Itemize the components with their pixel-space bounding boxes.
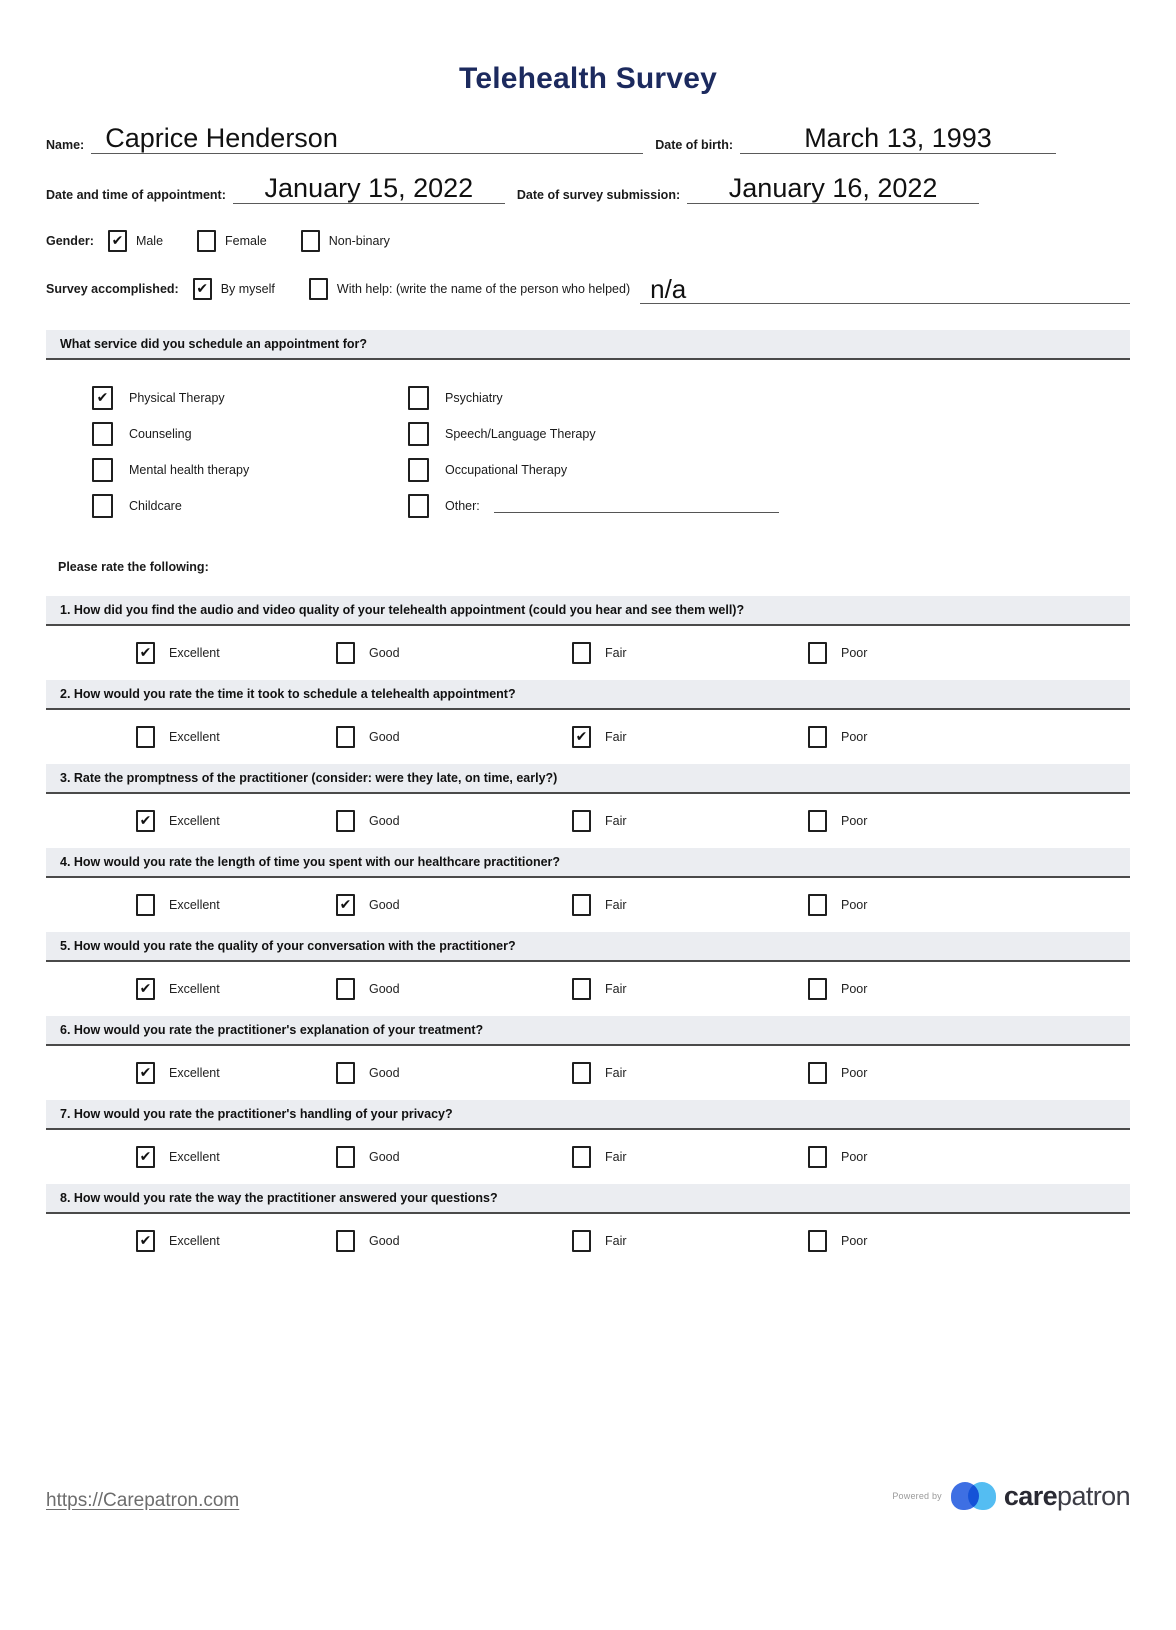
service-options-grid <box>46 360 1130 530</box>
ratings-list <box>46 596 1130 1268</box>
rating-option-fair[interactable] <box>572 1230 808 1252</box>
name-field[interactable] <box>91 124 643 154</box>
rating-option-good[interactable] <box>336 1146 572 1168</box>
dob-value: March 13, 1993 <box>804 123 992 153</box>
rating-option-excellent[interactable] <box>46 894 336 916</box>
checkbox-excellent[interactable] <box>136 1146 155 1168</box>
checkbox-poor[interactable] <box>808 978 827 1000</box>
rating-option-label: Excellent <box>169 1234 220 1248</box>
check-icon: ✔ <box>339 896 352 913</box>
service-label: Occupational Therapy <box>445 463 568 477</box>
checkbox-excellent[interactable] <box>136 978 155 1000</box>
accomplished-with-help-label: With help: (write the name of the person who helped) <box>336 282 631 296</box>
rating-options-row <box>46 962 1130 1016</box>
helper-name-field[interactable] <box>640 274 1130 304</box>
gender-option-female[interactable] <box>197 230 267 252</box>
rating-option-fair[interactable] <box>572 1062 808 1084</box>
carepatron-logo-icon <box>951 1480 997 1512</box>
service-item-mental-health-therapy[interactable] <box>92 452 408 488</box>
checkbox-male[interactable] <box>108 230 127 252</box>
rating-option-label: Excellent <box>169 1150 220 1164</box>
submission-value: January 16, 2022 <box>728 173 938 203</box>
rating-question-group <box>46 1016 1130 1100</box>
checkbox-fair[interactable] <box>572 810 591 832</box>
checkbox-excellent[interactable] <box>136 642 155 664</box>
service-section-heading: What service did you schedule an appointment for? <box>46 330 1130 360</box>
rating-question-heading: 7. How would you rate the practitioner's handling of your privacy? <box>46 1100 1130 1130</box>
rating-question-heading: 3. Rate the promptness of the practitioner (consider: were they late, on time, early?) <box>46 764 1130 794</box>
checkbox-fair[interactable] <box>572 1062 591 1084</box>
rating-option-poor[interactable] <box>808 642 1044 664</box>
brand-light: patron <box>1057 1480 1130 1511</box>
check-icon: ✔ <box>139 812 152 829</box>
checkbox-poor[interactable] <box>808 1146 827 1168</box>
rating-option-excellent[interactable] <box>46 1230 336 1252</box>
rating-option-label: Fair <box>605 646 627 660</box>
rating-option-label: Fair <box>605 1066 627 1080</box>
rating-option-label: Excellent <box>169 898 220 912</box>
accomplished-row <box>46 274 1130 304</box>
rating-option-label: Good <box>369 1150 400 1164</box>
identity-section <box>46 124 1130 204</box>
carepatron-branding <box>892 1480 1130 1512</box>
rating-options-row <box>46 878 1130 932</box>
gender-option-nonbinary[interactable] <box>301 230 390 252</box>
rating-option-poor[interactable] <box>808 894 1044 916</box>
helper-name-value: n/a <box>650 274 687 304</box>
rating-option-label: Fair <box>605 814 627 828</box>
rating-option-label: Fair <box>605 982 627 996</box>
rating-option-good[interactable] <box>336 1230 572 1252</box>
rating-option-good[interactable] <box>336 894 572 916</box>
checkbox-fair[interactable] <box>572 726 591 748</box>
footer <box>46 1480 1130 1512</box>
rating-options-row <box>46 1046 1130 1100</box>
checkbox-poor[interactable] <box>808 1230 827 1252</box>
carepatron-url-link[interactable]: https://Carepatron.com <box>46 1490 240 1511</box>
rating-question-heading: 1. How did you find the audio and video quality of your telehealth appointment (could you hear and see them well)? <box>46 596 1130 626</box>
rating-option-excellent[interactable] <box>46 810 336 832</box>
check-icon: ✔ <box>111 232 124 249</box>
appointment-submission-row <box>46 174 1130 204</box>
service-label: Psychiatry <box>445 391 503 405</box>
rating-question-group <box>46 596 1130 680</box>
rating-question-heading: 8. How would you rate the way the practitioner answered your questions? <box>46 1184 1130 1214</box>
rating-option-label: Excellent <box>169 646 220 660</box>
service-item-counseling[interactable] <box>92 416 408 452</box>
rating-option-good[interactable] <box>336 978 572 1000</box>
service-label: Counseling <box>129 427 192 441</box>
gender-male-label: Male <box>135 234 164 248</box>
gender-female-label: Female <box>225 234 267 248</box>
accomplished-by-myself-label: By myself <box>220 282 275 296</box>
rating-option-label: Fair <box>605 898 627 912</box>
check-icon: ✔ <box>139 1148 152 1165</box>
submission-label: Date of survey submission: <box>516 188 681 202</box>
rating-option-excellent[interactable] <box>46 1062 336 1084</box>
rating-option-label: Poor <box>841 1234 868 1248</box>
submission-field[interactable] <box>687 174 979 204</box>
check-icon: ✔ <box>139 1064 152 1081</box>
service-item-childcare[interactable] <box>92 488 408 524</box>
checkbox-excellent[interactable] <box>136 810 155 832</box>
checkbox-excellent[interactable] <box>136 1230 155 1252</box>
checkbox-good[interactable] <box>336 978 355 1000</box>
checkbox-counseling[interactable] <box>92 422 113 446</box>
check-icon: ✔ <box>196 280 209 297</box>
rating-option-label: Fair <box>605 1150 627 1164</box>
rating-option-fair[interactable] <box>572 810 808 832</box>
rating-option-label: Good <box>369 730 400 744</box>
brand-bold: care <box>1003 1480 1058 1511</box>
checkbox-good[interactable] <box>336 1146 355 1168</box>
gender-label: Gender: <box>46 234 94 248</box>
rating-option-fair[interactable] <box>572 978 808 1000</box>
accomplished-label: Survey accomplished: <box>46 282 179 296</box>
checkbox-poor[interactable] <box>808 726 827 748</box>
rating-option-fair[interactable] <box>572 726 808 748</box>
rating-option-poor[interactable] <box>808 810 1044 832</box>
other-service-input[interactable] <box>494 499 779 513</box>
rating-option-label: Excellent <box>169 814 220 828</box>
service-label: Mental health therapy <box>129 463 250 477</box>
service-column-right <box>408 380 1130 524</box>
rating-question-heading: 6. How would you rate the practitioner's explanation of your treatment? <box>46 1016 1130 1046</box>
rating-option-label: Poor <box>841 898 868 912</box>
rating-question-group <box>46 848 1130 932</box>
powered-by-label: Powered by <box>892 1491 942 1501</box>
rating-option-label: Excellent <box>169 1066 220 1080</box>
dob-label: Date of birth: <box>655 138 733 152</box>
gender-nonbinary-label: Non-binary <box>328 234 390 248</box>
checkbox-occupational-therapy[interactable] <box>408 458 429 482</box>
rating-option-label: Good <box>369 814 400 828</box>
rating-option-good[interactable] <box>336 810 572 832</box>
rating-options-row <box>46 626 1130 680</box>
rating-option-poor[interactable] <box>808 1062 1044 1084</box>
checkbox-childcare[interactable] <box>92 494 113 518</box>
rating-option-label: Fair <box>605 730 627 744</box>
checkbox-female[interactable] <box>197 230 216 252</box>
accomplished-option-by-myself[interactable] <box>193 278 275 300</box>
rating-option-label: Poor <box>841 814 868 828</box>
rating-option-poor[interactable] <box>808 726 1044 748</box>
rating-question-heading: 5. How would you rate the quality of your conversation with the practitioner? <box>46 932 1130 962</box>
checkbox-mental-health-therapy[interactable] <box>92 458 113 482</box>
accomplished-option-with-help[interactable] <box>309 278 630 300</box>
service-item-psychiatry[interactable] <box>408 380 1130 416</box>
service-label: Childcare <box>129 499 182 513</box>
service-label: Speech/Language Therapy <box>445 427 596 441</box>
service-item-speech-language-therapy[interactable] <box>408 416 1130 452</box>
checkbox-fair[interactable] <box>572 642 591 664</box>
rating-question-group <box>46 932 1130 1016</box>
name-value: Caprice Henderson <box>105 123 338 153</box>
rating-option-excellent[interactable] <box>46 1146 336 1168</box>
check-icon: ✔ <box>139 980 152 997</box>
check-icon: ✔ <box>96 389 109 406</box>
service-column-left <box>92 380 408 524</box>
rating-option-fair[interactable] <box>572 642 808 664</box>
checkbox-good[interactable] <box>336 810 355 832</box>
checkbox-fair[interactable] <box>572 1146 591 1168</box>
checkbox-with-help[interactable] <box>309 278 328 300</box>
checkbox-psychiatry[interactable] <box>408 386 429 410</box>
rating-options-row <box>46 1214 1130 1268</box>
checkbox-other[interactable] <box>408 494 429 518</box>
service-label: Physical Therapy <box>129 391 225 405</box>
service-label: Other: <box>445 499 480 513</box>
rating-option-label: Good <box>369 1234 400 1248</box>
appointment-value: January 15, 2022 <box>264 173 474 203</box>
rating-option-label: Good <box>369 898 400 912</box>
checkbox-poor[interactable] <box>808 1062 827 1084</box>
checkbox-fair[interactable] <box>572 1230 591 1252</box>
rating-option-label: Poor <box>841 982 868 996</box>
rating-option-label: Poor <box>841 1066 868 1080</box>
checkbox-fair[interactable] <box>572 894 591 916</box>
rating-option-excellent[interactable] <box>46 642 336 664</box>
gender-row <box>46 230 1130 252</box>
checkbox-good[interactable] <box>336 726 355 748</box>
checkbox-poor[interactable] <box>808 810 827 832</box>
checkbox-fair[interactable] <box>572 978 591 1000</box>
rating-option-label: Excellent <box>169 730 220 744</box>
rating-question-group <box>46 1184 1130 1268</box>
rating-option-excellent[interactable] <box>46 978 336 1000</box>
rating-option-label: Excellent <box>169 982 220 996</box>
check-icon: ✔ <box>139 644 152 661</box>
rating-options-row <box>46 794 1130 848</box>
rating-option-label: Poor <box>841 730 868 744</box>
rating-question-group <box>46 680 1130 764</box>
rating-option-label: Good <box>369 982 400 996</box>
name-label: Name: <box>46 138 85 152</box>
checkbox-good[interactable] <box>336 894 355 916</box>
rating-options-row <box>46 710 1130 764</box>
rating-option-good[interactable] <box>336 726 572 748</box>
checkbox-good[interactable] <box>336 642 355 664</box>
checkbox-good[interactable] <box>336 1230 355 1252</box>
rating-option-fair[interactable] <box>572 894 808 916</box>
check-icon: ✔ <box>139 1232 152 1249</box>
logo-lobe-right <box>968 1482 996 1510</box>
gender-option-male[interactable] <box>108 230 163 252</box>
service-item-physical-therapy[interactable] <box>92 380 408 416</box>
name-dob-row <box>46 124 1130 154</box>
checkbox-by-myself[interactable] <box>193 278 212 300</box>
checkbox-nonbinary[interactable] <box>301 230 320 252</box>
rating-option-label: Good <box>369 1066 400 1080</box>
rating-option-good[interactable] <box>336 642 572 664</box>
check-icon: ✔ <box>575 728 588 745</box>
checkbox-physical-therapy[interactable] <box>92 386 113 410</box>
rating-option-label: Good <box>369 646 400 660</box>
rating-question-heading: 4. How would you rate the length of time you spent with our healthcare practitioner? <box>46 848 1130 878</box>
rating-option-label: Poor <box>841 1150 868 1164</box>
rating-option-poor[interactable] <box>808 978 1044 1000</box>
checkbox-poor[interactable] <box>808 642 827 664</box>
rating-option-excellent[interactable] <box>46 726 336 748</box>
service-item-other[interactable] <box>408 488 1130 524</box>
service-item-occupational-therapy[interactable] <box>408 452 1130 488</box>
rating-option-good[interactable] <box>336 1062 572 1084</box>
rating-option-poor[interactable] <box>808 1230 1044 1252</box>
ratings-intro: Please rate the following: <box>58 560 209 574</box>
rating-question-group <box>46 1100 1130 1184</box>
appointment-field[interactable] <box>233 174 505 204</box>
checkbox-poor[interactable] <box>808 894 827 916</box>
checkbox-speech-language-therapy[interactable] <box>408 422 429 446</box>
carepatron-wordmark <box>1003 1480 1130 1511</box>
rating-option-label: Poor <box>841 646 868 660</box>
dob-field[interactable] <box>740 124 1056 154</box>
rating-option-fair[interactable] <box>572 1146 808 1168</box>
rating-option-label: Fair <box>605 1234 627 1248</box>
rating-option-poor[interactable] <box>808 1146 1044 1168</box>
checkbox-excellent[interactable] <box>136 726 155 748</box>
rating-question-heading: 2. How would you rate the time it took to schedule a telehealth appointment? <box>46 680 1130 710</box>
rating-options-row <box>46 1130 1130 1184</box>
page-title: Telehealth Survey <box>459 62 717 95</box>
rating-question-group <box>46 764 1130 848</box>
checkbox-excellent[interactable] <box>136 1062 155 1084</box>
checkbox-excellent[interactable] <box>136 894 155 916</box>
checkbox-good[interactable] <box>336 1062 355 1084</box>
appointment-label: Date and time of appointment: <box>46 188 226 202</box>
